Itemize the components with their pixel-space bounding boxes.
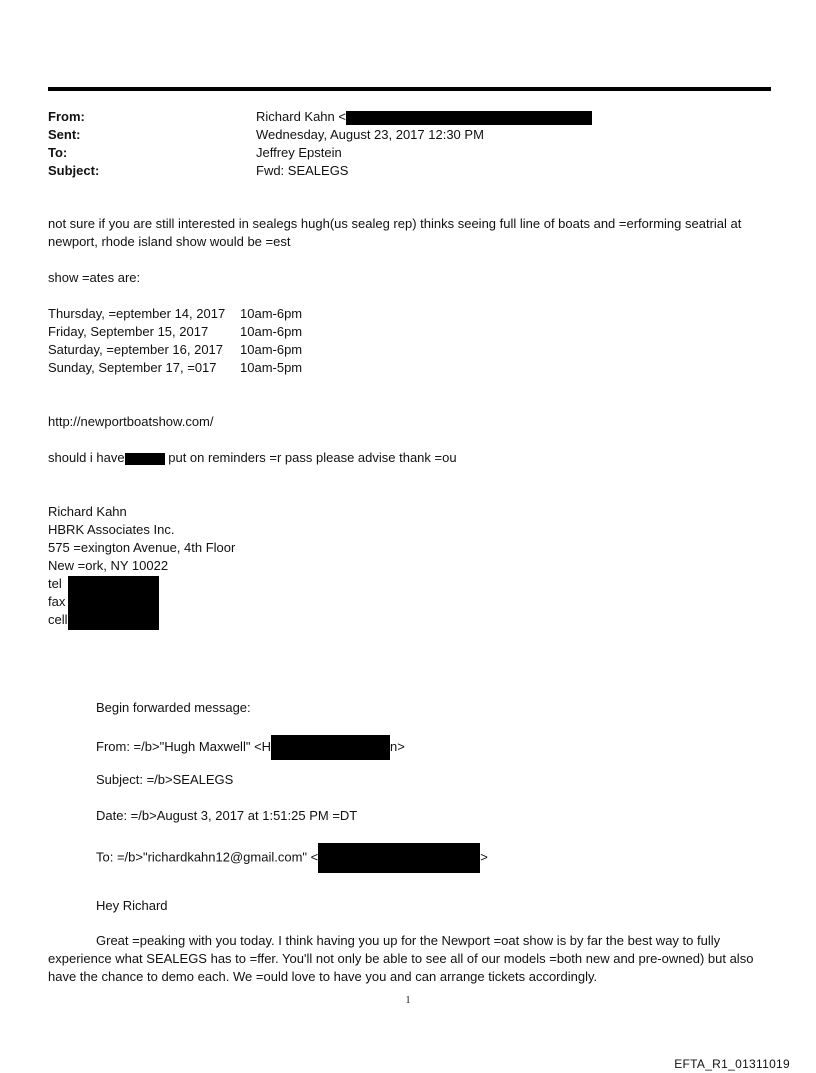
header-rule bbox=[48, 87, 771, 91]
signature-company: HBRK Associates Inc. bbox=[48, 522, 175, 537]
page-number: 1 bbox=[405, 995, 411, 1006]
redaction-block bbox=[68, 576, 159, 630]
redaction-block bbox=[271, 735, 390, 760]
forwarded-subject: Subject: =/b>SEALEGS bbox=[96, 772, 234, 787]
signature-cell: cell bbox=[48, 612, 68, 627]
date-time: 10am-6pm bbox=[240, 306, 303, 321]
forwarded-from: From: =/b>"Hugh Maxwell" <H n> bbox=[96, 735, 776, 753]
signature-tel: tel bbox=[48, 576, 62, 591]
document-id: EFTA_R1_01311019 bbox=[674, 1057, 790, 1071]
forwarded-to: To: =/b>"richardkahn12@gmail.com" < > bbox=[96, 843, 776, 861]
begin-forwarded-label: Begin forwarded message: bbox=[96, 700, 251, 715]
question-text: should i have put on reminders =r pass please advise thank =ou bbox=[48, 450, 457, 465]
to-row bbox=[48, 144, 592, 162]
date-row bbox=[48, 323, 773, 341]
date-day: Sunday, September 17, =017 bbox=[48, 360, 217, 375]
forwarded-paragraph: Great =peaking with you today. I think having you up for the Newport =oat show is by far the best way to fully experience what SEALEGS has to =ffer. You'll not only be able to see all of our models =both new and pre-owned) but also have the chance to demo each. We =ould love to have you and can arrange tickets accordingly. bbox=[48, 933, 754, 984]
signature-name: Richard Kahn bbox=[48, 504, 127, 519]
date-row bbox=[48, 305, 773, 323]
signature-fax: fax bbox=[48, 594, 66, 609]
sent-value: Wednesday, August 23, 2017 12:30 PM bbox=[256, 127, 484, 142]
to-value: Jeffrey Epstein bbox=[256, 145, 342, 160]
date-day: Friday, September 15, 2017 bbox=[48, 324, 209, 339]
sent-row bbox=[48, 126, 592, 144]
email-body bbox=[48, 215, 773, 629]
email-header bbox=[48, 108, 592, 180]
subject-value: Fwd: SEALEGS bbox=[256, 163, 349, 178]
show-url-link[interactable]: http://newportboatshow.com/ bbox=[48, 414, 214, 429]
redaction-block bbox=[125, 453, 165, 465]
redaction-block bbox=[318, 843, 480, 873]
date-time: 10am-5pm bbox=[240, 360, 303, 375]
to-label: To: bbox=[48, 145, 68, 160]
dates-list bbox=[48, 305, 773, 377]
from-row bbox=[48, 108, 592, 126]
signature-address-line1: 575 =exington Avenue, 4th Floor bbox=[48, 540, 236, 555]
forwarded-date: Date: =/b>August 3, 2017 at 1:51:25 PM =DT bbox=[96, 808, 358, 823]
date-time: 10am-6pm bbox=[240, 342, 303, 357]
forwarded-message bbox=[96, 699, 776, 915]
date-day: Thursday, =eptember 14, 2017 bbox=[48, 306, 226, 321]
forwarded-greeting: Hey Richard bbox=[96, 898, 168, 913]
date-row bbox=[48, 341, 773, 359]
from-label: From: bbox=[48, 109, 85, 124]
show-dates-label: show =ates are: bbox=[48, 270, 141, 285]
date-time: 10am-6pm bbox=[240, 324, 303, 339]
signature-address-line2: New =ork, NY 10022 bbox=[48, 558, 169, 573]
from-value: Richard Kahn < bbox=[256, 108, 592, 126]
subject-label: Subject: bbox=[48, 163, 100, 178]
sent-label: Sent: bbox=[48, 127, 81, 142]
date-day: Saturday, =eptember 16, 2017 bbox=[48, 342, 224, 357]
subject-row bbox=[48, 162, 592, 180]
redaction-block bbox=[346, 111, 592, 125]
intro-text: not sure if you are still interested in sealegs hugh(us sealeg rep) thinks seeing full line of boats and =erforming seatrial at newport, rhode island show would be =est bbox=[48, 216, 742, 249]
date-row bbox=[48, 359, 773, 377]
